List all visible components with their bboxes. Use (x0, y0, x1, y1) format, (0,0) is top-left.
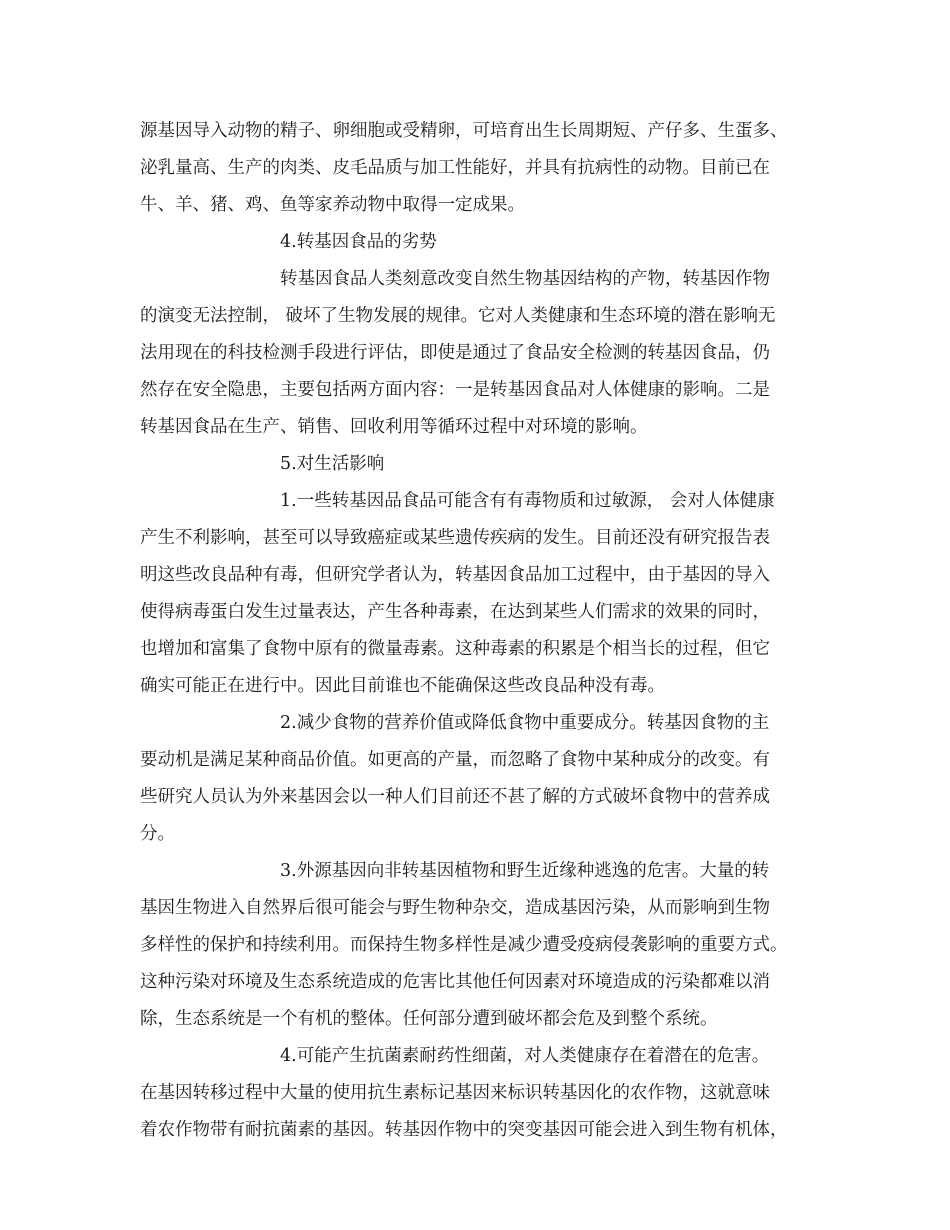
text-line: 除，生态系统是一个有机的整体。任何部分遭到破坏都会危及到整个系统。 (140, 1009, 718, 1029)
text-line: 基因生物进入自然界后很可能会与野生物种杂交，造成基因污染，从而影响到生物 (140, 898, 770, 918)
text-line: 产生不利影响，甚至可以导致癌症或某些遗传疾病的发生。目前还没有研究报告表 (140, 528, 770, 548)
paragraph-heading-line: 4.转基因食品的劣势 (280, 232, 437, 252)
text-line: 着农作物带有耐抗菌素的基因。转基因作物中的突变基因可能会进入到生物有机体， (140, 1120, 788, 1140)
text-line: 源基因导入动物的精子、卵细胞或受精卵，可培育出生长周期短、产仔多、生蛋多、 (140, 121, 788, 141)
text-line: 也增加和富集了食物中原有的微量毒素。这种毒素的积累是个相当长的过程，但它 (140, 639, 770, 659)
text-line: 的演变无法控制， 破坏了生物发展的规律。它对人类健康和生态环境的潜在影响无 (140, 306, 776, 326)
paragraph-heading-line: 3.外源基因向非转基因植物和野生近缘种逃逸的危害。大量的转 (280, 861, 770, 881)
text-line: 使得病毒蛋白发生过量表达，产生各种毒素，在达到某些人们需求的效果的同时， (140, 602, 770, 622)
paragraph-heading-line: 转基因食品人类刻意改变自然生物基因结构的产物，转基因作物 (280, 269, 770, 289)
text-line: 确实可能正在进行中。因此目前谁也不能确保这些改良品种没有毒。 (140, 676, 665, 696)
text-line: 分。 (140, 824, 175, 844)
paragraph-heading-line: 4.可能产生抗菌素耐药性细菌，对人类健康存在着潜在的危害。 (280, 1046, 770, 1066)
text-line: 明这些改良品种有毒，但研究学者认为，转基因食品加工过程中，由于基因的导入 (140, 565, 770, 585)
text-line: 牛、羊、猪、鸡、鱼等家养动物中取得一定成果。 (140, 195, 525, 215)
text-line: 法用现在的科技检测手段进行评估，即使是通过了食品安全检测的转基因食品，仍 (140, 343, 770, 363)
paragraph-heading-line: 5.对生活影响 (280, 454, 385, 474)
document-body (140, 113, 820, 1149)
text-line: 要动机是满足某种商品价值。如更高的产量，而忽略了食物中某种成分的改变。有 (140, 750, 770, 770)
paragraph-heading-line: 1.一些转基因品食品可能含有有毒物质和过敏源， 会对人体健康 (280, 491, 775, 511)
text-line: 转基因食品在生产、销售、回收利用等循环过程中对环境的影响。 (140, 417, 648, 437)
text-line: 在基因转移过程中大量的使用抗生素标记基因来标识转基因化的农作物，这就意味 (140, 1083, 770, 1103)
text-line: 些研究人员认为外来基因会以一种人们目前还不甚了解的方式破坏食物中的营养成 (140, 787, 770, 807)
text-line: 然存在安全隐患，主要包括两方面内容：一是转基因食品对人体健康的影响。二是 (140, 380, 770, 400)
paragraph-heading-line: 2.减少食物的营养价值或降低食物中重要成分。转基因食物的主 (280, 713, 770, 733)
text-line: 这种污染对环境及生态系统造成的危害比其他任何因素对环境造成的污染都难以消 (140, 972, 770, 992)
text-line: 泌乳量高、生产的肉类、皮毛品质与加工性能好，并具有抗病性的动物。目前已在 (140, 158, 770, 178)
text-line: 多样性的保护和持续利用。而保持生物多样性是减少遭受疫病侵袭影响的重要方式。 (140, 935, 788, 955)
